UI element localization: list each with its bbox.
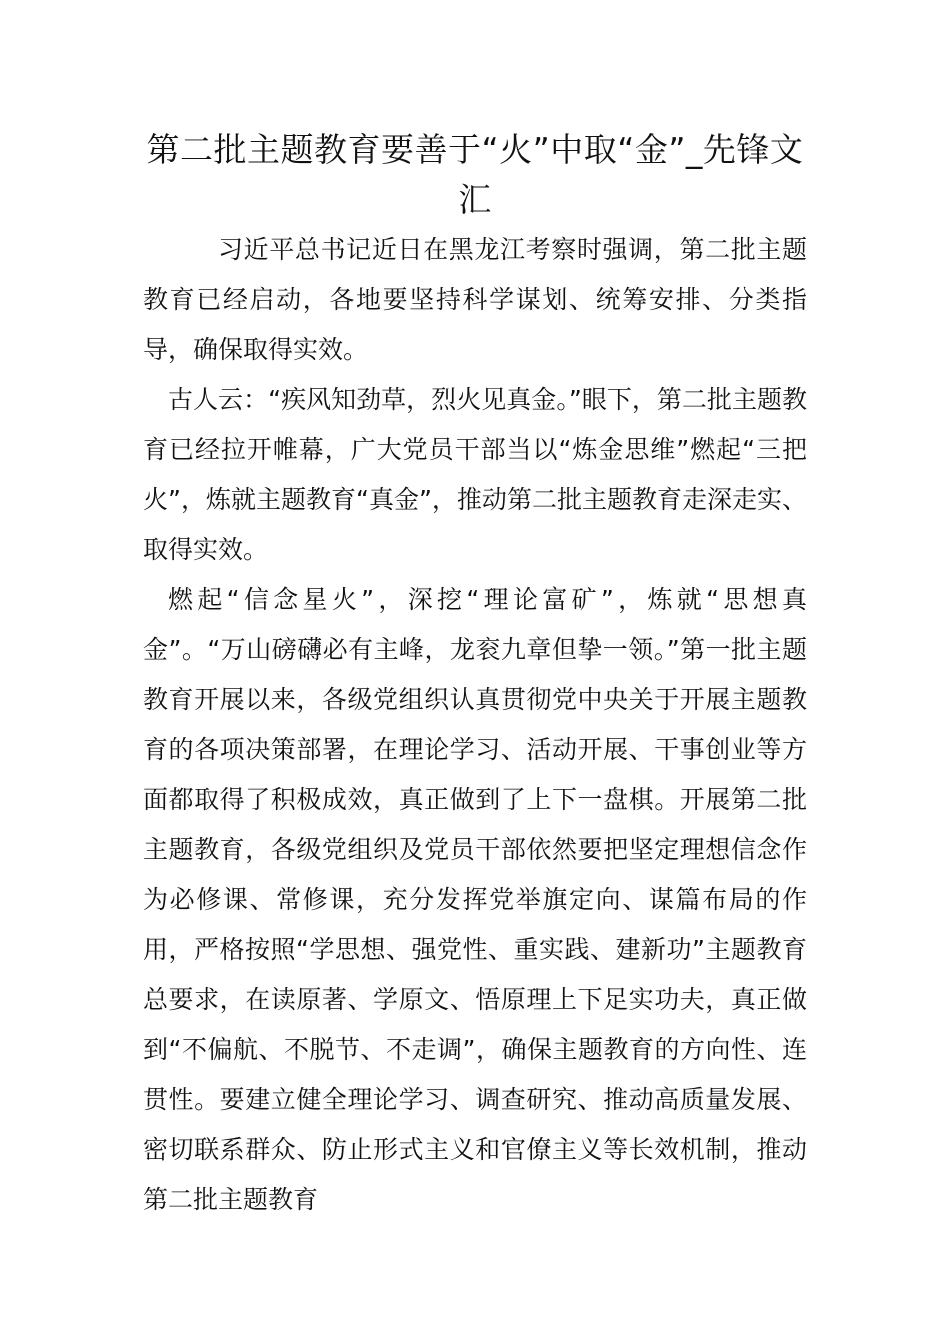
paragraph-3: 燃起“信念星火”，深挖“理论富矿”，炼就“思想真金”。“万山磅礴必有主峰，龙衮九章但挚一领。”第一批主题教育开展以来，各级党组织认真贯彻党中央关于开展主题教育的各项决策部署，在理论学习、活动开展、干事创业等方面都取得了积极成效，真正做到了上下一盘棋。开展第二批主题教育，各级党组织及党员干部依然要把坚定理想信念作为必修课、常修课，充分发挥党举旗定向、谋篇布局的作用，严格按照“学思想、强党性、重实践、建新功”主题教育总要求，在读原著、学原文、悟原理上下足实功夫，真正做到“不偏航、不脱节、不走调”，确保主题教育的方向性、连贯性。要建立健全理论学习、调查研究、推动高质量发展、密切联系群众、防止形式主义和官僚主义等长效机制，推动第二批主题教育	[143, 585, 807, 1214]
paragraph-1: 习近平总书记近日在黑龙江考察时强调，第二批主题教育已经启动，各地要坚持科学谋划、统筹安排、分类指导，确保取得实效。	[143, 235, 807, 364]
document-page	[143, 125, 807, 1225]
document-title: 第二批主题教育要善于“火”中取“金”_先锋文汇	[146, 130, 804, 219]
paragraph-2: 古人云：“疾风知劲草，烈火见真金。”眼下，第二批主题教育已经拉开帷幕，广大党员干部当以“炼金思维”燃起“三把火”，炼就主题教育“真金”，推动第二批主题教育走深走实、取得实效。	[143, 385, 807, 564]
